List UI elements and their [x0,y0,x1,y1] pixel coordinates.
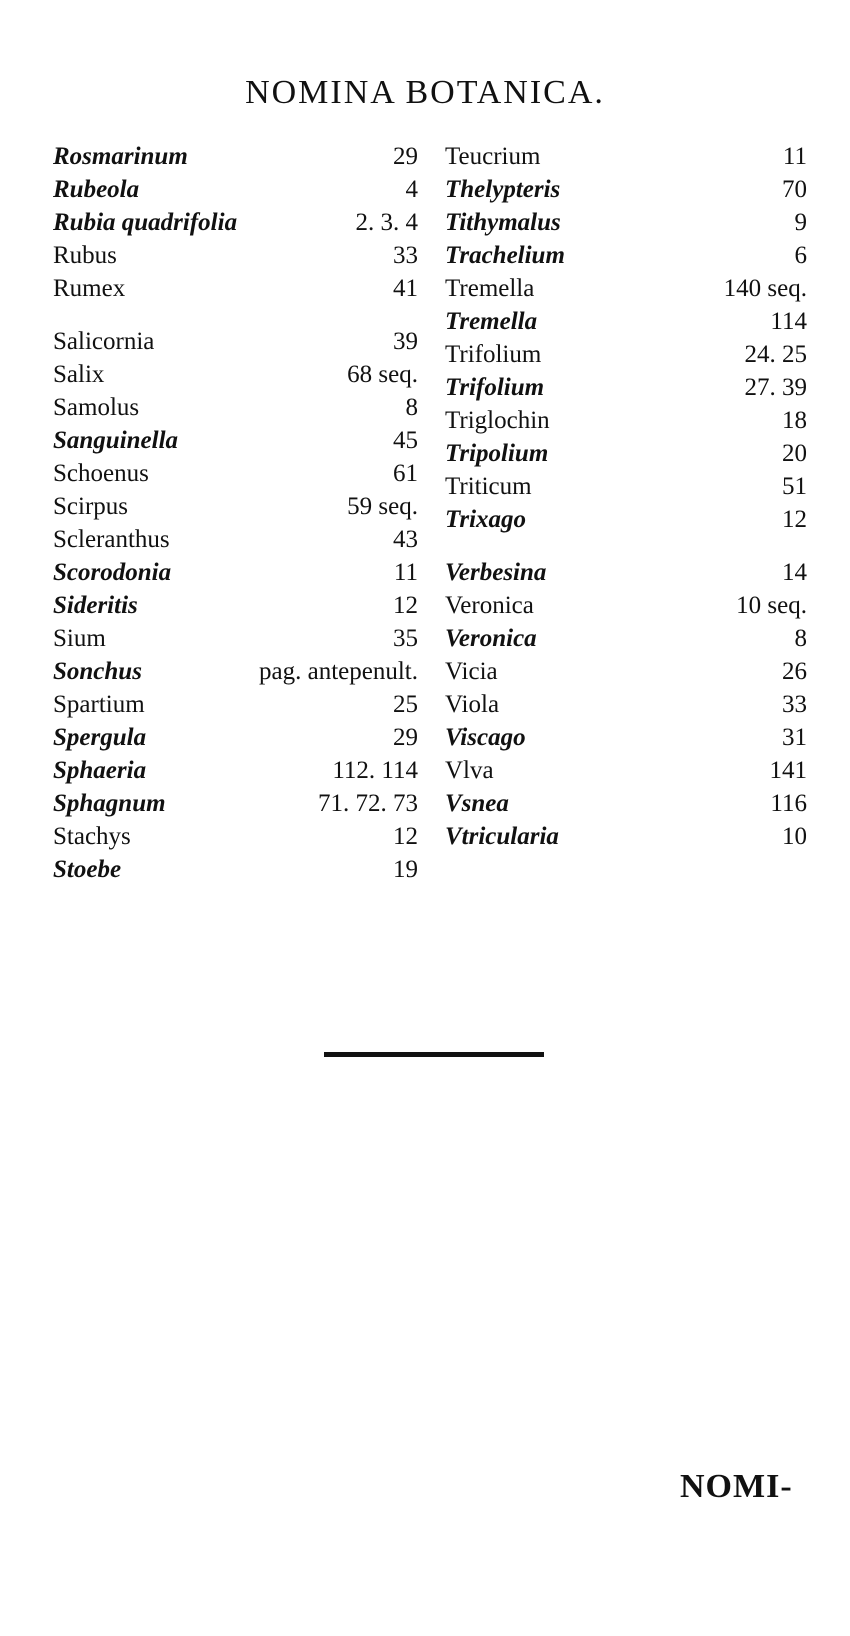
entry-page-ref: 11 [393,559,418,586]
entry-page-ref: 39 [393,328,418,355]
entry-page-ref: 33 [782,691,807,718]
index-entry [445,338,807,371]
index-entry [445,754,807,787]
entry-term: Tremella [445,308,538,335]
entry-term: Vlva [445,757,494,784]
entry-term: Stachys [53,823,131,850]
entry-term: Sphagnum [53,790,166,817]
index-entry [53,853,418,886]
entry-page-ref: 9 [794,209,807,236]
entry-page-ref: 68 seq. [347,361,418,388]
entry-page-ref: 18 [782,407,807,434]
entry-page-ref: 12 [393,823,418,850]
index-entry [445,437,807,470]
entry-page-ref: 20 [782,440,807,467]
index-entry [445,470,807,503]
entry-page-ref: 12 [393,592,418,619]
entry-page-ref: 114 [770,308,807,335]
index-column-left [53,140,418,886]
entry-page-ref: 41 [393,275,418,302]
index-column-right [445,140,807,853]
entry-term: Sonchus [53,658,142,685]
entry-page-ref: 140 seq. [723,275,807,302]
index-entry [53,325,418,358]
entry-page-ref: 31 [782,724,807,751]
index-entry [53,206,418,239]
entry-term: Trifolium [445,341,542,368]
index-entry [445,622,807,655]
entry-page-ref: 10 seq. [736,592,807,619]
entry-page-ref: 26 [782,658,807,685]
entry-page-ref: 8 [405,394,418,421]
entry-page-ref: 25 [393,691,418,718]
index-entry [53,457,418,490]
index-entry [445,820,807,853]
entry-page-ref: 19 [393,856,418,883]
entry-term: Trachelium [445,242,565,269]
index-entry [53,173,418,206]
entry-page-ref: 35 [393,625,418,652]
entry-term: Scleranthus [53,526,170,553]
entry-term: Salicornia [53,328,155,355]
page-title: NOMINA BOTANICA. [245,74,605,111]
index-entry [53,721,418,754]
entry-page-ref: 59 seq. [347,493,418,520]
entry-term: Trifolium [445,374,545,401]
entry-term: Rumex [53,275,126,302]
index-entry [53,655,418,688]
entry-term: Vtricularia [445,823,559,850]
entry-page-ref: 2. 3. 4 [355,209,418,236]
index-entry [53,239,418,272]
entry-term: Spergula [53,724,147,751]
entry-term: Vsnea [445,790,509,817]
index-entry [445,239,807,272]
entry-term: Veronica [445,625,537,652]
entry-page-ref: 141 [769,757,807,784]
index-entry [445,589,807,622]
entry-term: Verbesina [445,559,547,586]
entry-term: Schoenus [53,460,149,487]
entry-term: Scirpus [53,493,128,520]
index-entry [53,358,418,391]
index-entry [53,688,418,721]
entry-term: Rosmarinum [53,143,188,170]
index-entry [445,305,807,338]
entry-term: Sium [53,625,106,652]
index-entry [445,206,807,239]
entry-page-ref: 29 [393,724,418,751]
entry-page-ref: 14 [782,559,807,586]
entry-page-ref: 4 [405,176,418,203]
entry-page-ref: 71. 72. 73 [318,790,418,817]
catchword: NOMI- [680,1468,793,1505]
entry-term: Tithymalus [445,209,561,236]
entry-term: Teucrium [445,143,541,170]
index-entry [445,787,807,820]
index-entry [53,622,418,655]
index-entry [445,556,807,589]
entry-page-ref: 43 [393,526,418,553]
index-entry [53,272,418,305]
entry-page-ref: 12 [782,506,807,533]
index-entry [445,404,807,437]
entry-term: Trixago [445,506,527,533]
entry-term: Triglochin [445,407,550,434]
index-entry [53,556,418,589]
index-entry [445,272,807,305]
entry-term: Spartium [53,691,145,718]
index-entry [53,820,418,853]
entry-page-ref: 29 [393,143,418,170]
index-entry [53,754,418,787]
index-entry [445,371,807,404]
entry-term: Rubeola [53,176,140,203]
entry-page-ref: 33 [393,242,418,269]
entry-term: Sphaeria [53,757,147,784]
entry-term: Triticum [445,473,532,500]
entry-term: Vicia [445,658,498,685]
index-entry [53,490,418,523]
entry-term: Tremella [445,275,535,302]
divider-rule [324,1052,544,1057]
entry-term: Viscago [445,724,526,751]
entry-page-ref: 112. 114 [332,757,418,784]
entry-term: Stoebe [53,856,122,883]
index-entry [53,424,418,457]
entry-term: Viola [445,691,500,718]
entry-term: Veronica [445,592,534,619]
entry-term: Salix [53,361,105,388]
entry-page-ref: pag. antepenult. [259,658,418,685]
entry-page-ref: 10 [782,823,807,850]
index-entry [53,523,418,556]
entry-term: Thelypteris [445,176,561,203]
index-entry [53,140,418,173]
entry-page-ref: 6 [794,242,807,269]
entry-page-ref: 45 [393,427,418,454]
index-entry [445,173,807,206]
index-entry [53,391,418,424]
entry-page-ref: 51 [782,473,807,500]
entry-term: Sideritis [53,592,138,619]
index-entry [445,655,807,688]
entry-page-ref: 61 [393,460,418,487]
entry-term: Rubia quadrifolia [53,209,238,236]
entry-term: Tripolium [445,440,549,467]
index-entry [53,589,418,622]
entry-term: Scorodonia [53,559,172,586]
entry-page-ref: 11 [782,143,807,170]
entry-page-ref: 27. 39 [744,374,807,401]
entry-page-ref: 116 [770,790,807,817]
entry-page-ref: 70 [782,176,807,203]
entry-term: Sanguinella [53,427,179,454]
entry-term: Samolus [53,394,140,421]
entry-term: Rubus [53,242,117,269]
index-entry [445,721,807,754]
entry-page-ref: 8 [794,625,807,652]
index-entry [445,688,807,721]
index-entry [445,503,807,536]
index-entry [53,787,418,820]
index-entry [445,140,807,173]
entry-page-ref: 24. 25 [744,341,807,368]
